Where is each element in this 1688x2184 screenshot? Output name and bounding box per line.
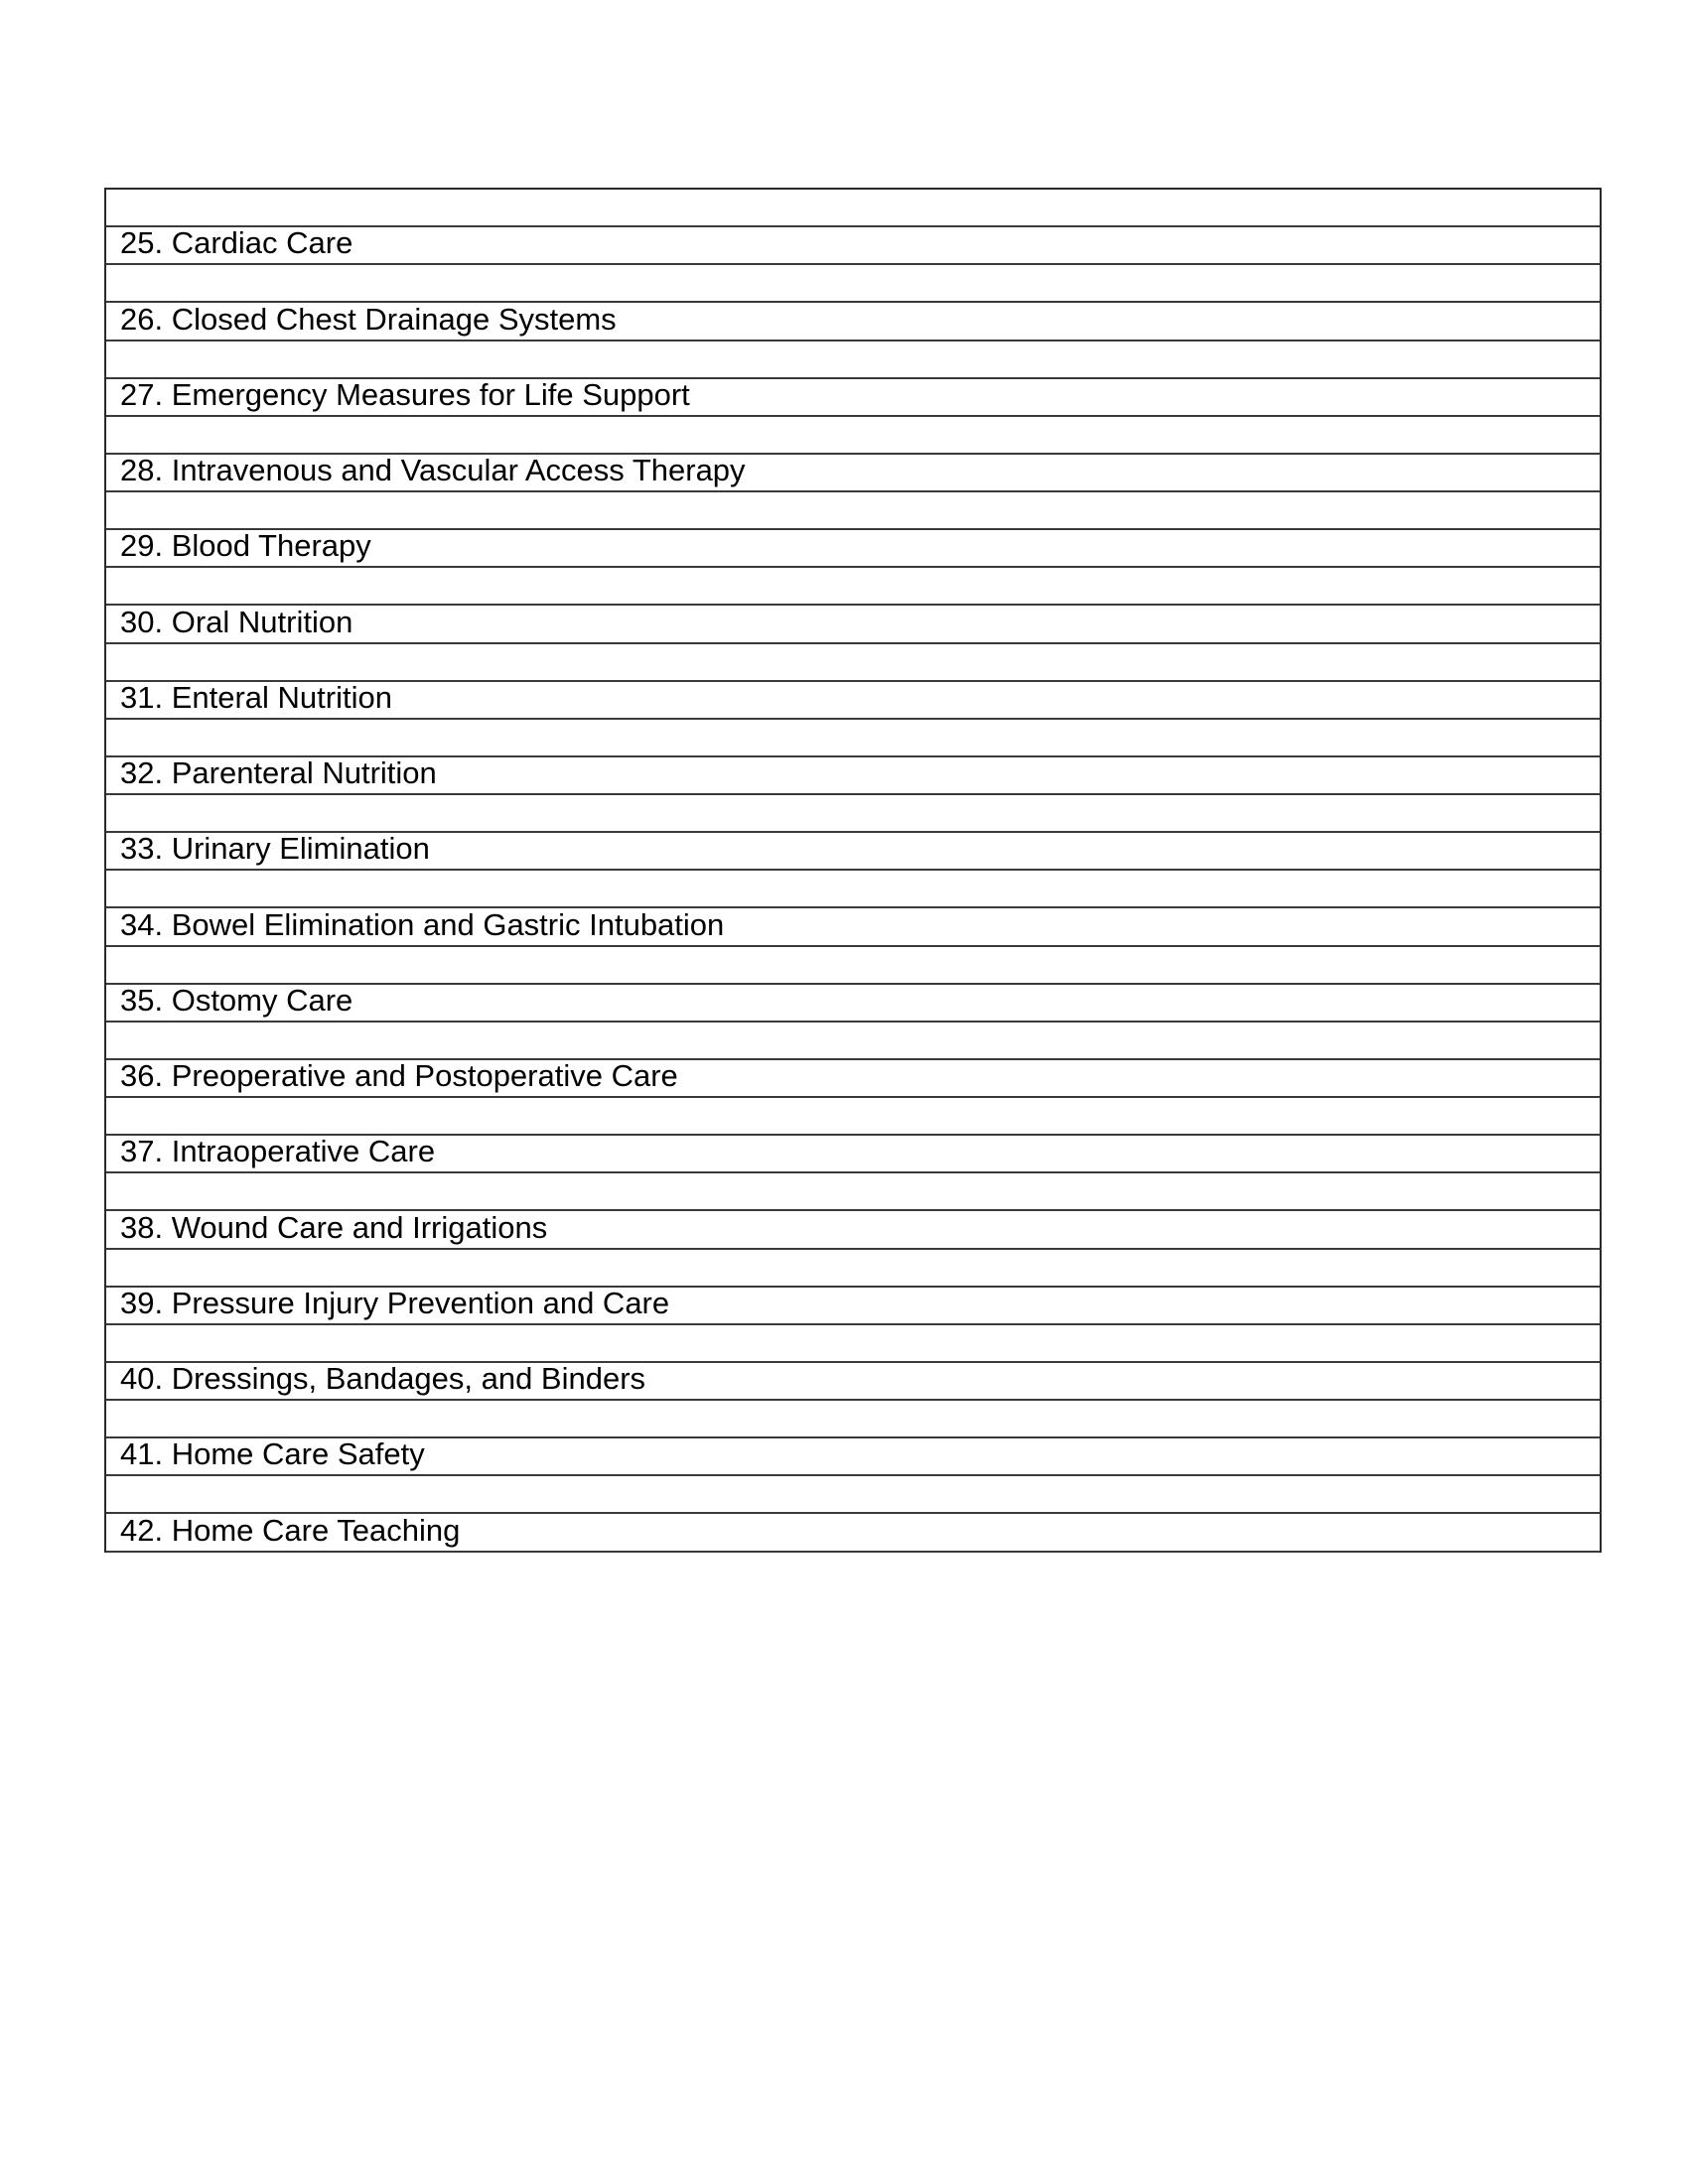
- chapter-item-label: 29. Blood Therapy: [120, 528, 371, 564]
- table-row: [106, 982, 1600, 1023]
- blank-row: [106, 1476, 1600, 1514]
- table-row: [106, 1136, 1600, 1173]
- blank-row: [106, 1173, 1600, 1211]
- chapter-item-label: 38. Wound Care and Irrigations: [120, 1209, 548, 1245]
- chapter-list-table: [104, 188, 1602, 1553]
- chapter-item-label: 37. Intraoperative Care: [120, 1134, 436, 1169]
- blank-row: [106, 871, 1600, 908]
- blank-row: [106, 720, 1600, 757]
- table-row: [106, 606, 1600, 643]
- chapter-item-label: 27. Emergency Measures for Life Support: [120, 376, 690, 412]
- chapter-item-label: 41. Home Care Safety: [120, 1436, 425, 1472]
- blank-row: [106, 644, 1600, 682]
- chapter-item-label: 36. Preoperative and Postoperative Care: [120, 1058, 678, 1093]
- blank-row: [106, 1098, 1600, 1136]
- table-row: [106, 908, 1600, 946]
- blank-row: [106, 947, 1600, 985]
- blank-row: [106, 190, 1600, 227]
- blank-row: [106, 1250, 1600, 1288]
- table-row: [106, 1285, 1600, 1325]
- chapter-item-label: 33. Urinary Elimination: [120, 831, 430, 867]
- chapter-item-label: 39. Pressure Injury Prevention and Care: [120, 1285, 670, 1320]
- table-row: [106, 1438, 1600, 1476]
- chapter-item-label: 40. Dressings, Bandages, and Binders: [120, 1361, 646, 1396]
- blank-row: [106, 1325, 1600, 1363]
- table-row: [106, 833, 1600, 871]
- chapter-item-label: 42. Home Care Teaching: [120, 1512, 461, 1548]
- table-row: [106, 1514, 1600, 1552]
- table-row: [106, 303, 1600, 341]
- table-row: [106, 376, 1600, 417]
- blank-row: [106, 795, 1600, 833]
- table-row: [106, 757, 1600, 795]
- blank-row: [106, 1401, 1600, 1438]
- table-row: [106, 1060, 1600, 1098]
- blank-row: [106, 265, 1600, 303]
- chapter-item-label: 28. Intravenous and Vascular Access Therapy: [120, 453, 746, 487]
- blank-row: [106, 568, 1600, 606]
- chapter-item-label: 26. Closed Chest Drainage Systems: [120, 301, 617, 337]
- chapter-item-label: 25. Cardiac Care: [120, 225, 353, 261]
- table-row: [106, 530, 1600, 568]
- table-row: [106, 455, 1600, 492]
- table-row: [106, 679, 1600, 720]
- chapter-item-label: 30. Oral Nutrition: [120, 604, 353, 639]
- blank-row: [106, 341, 1600, 379]
- blank-row: [106, 417, 1600, 455]
- table-row: [106, 1363, 1600, 1401]
- blank-row: [106, 1023, 1600, 1060]
- chapter-item-label: 35. Ostomy Care: [120, 982, 353, 1018]
- blank-row: [106, 492, 1600, 530]
- chapter-item-label: 34. Bowel Elimination and Gastric Intubation: [120, 906, 725, 942]
- table-row: [106, 227, 1600, 265]
- chapter-item-label: 32. Parenteral Nutrition: [120, 755, 437, 790]
- chapter-item-label: 31. Enteral Nutrition: [120, 679, 392, 715]
- table-row: [106, 1211, 1600, 1249]
